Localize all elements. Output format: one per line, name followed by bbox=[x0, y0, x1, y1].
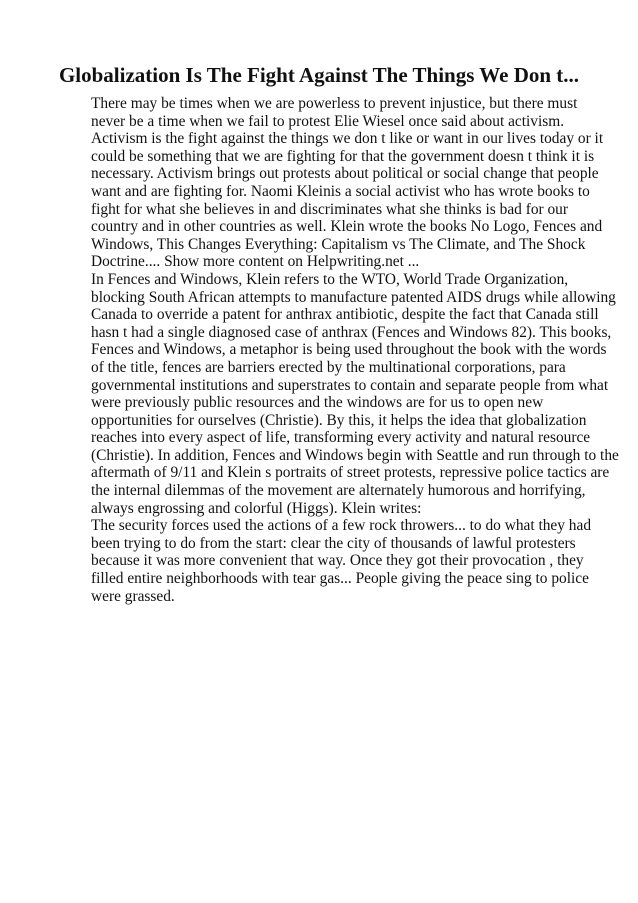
body-line: always engrossing and colorful (Higgs). Klein writes: bbox=[91, 499, 422, 517]
body-line: hasn t had a single diagnosed case of anthrax (Fences and Windows 82). This books, bbox=[91, 323, 612, 341]
body-line: Doctrine.... Show more content on Helpwriting.net ... bbox=[91, 253, 420, 271]
body-line: want and are fighting for. Naomi Kleinis a social activist who has wrote books to bbox=[91, 182, 590, 200]
body-line: were grassed. bbox=[91, 587, 175, 605]
body-line: Canada to override a patent for anthrax antibiotic, despite the fact that Canada still bbox=[91, 306, 599, 324]
body-line: (Christie). In addition, Fences and Windows begin with Seattle and run through to the bbox=[91, 446, 619, 464]
body-line: Fences and Windows, a metaphor is being used throughout the book with the words bbox=[91, 341, 607, 359]
document-title: Globalization Is The Fight Against The Things We Don t... bbox=[58, 63, 580, 87]
body-line: necessary. Activism brings out protests about political or social change that people bbox=[91, 165, 599, 183]
body-line: the internal dilemmas of the movement are alternately humorous and horrifying, bbox=[91, 482, 586, 500]
body-line: blocking South African attempts to manufacture patented AIDS drugs while allowing bbox=[91, 288, 616, 306]
body-line: Windows, This Changes Everything: Capitalism vs The Climate, and The Shock bbox=[91, 235, 586, 253]
body-line: aftermath of 9/11 and Klein s portraits of street protests, repressive police tactics are bbox=[91, 464, 610, 482]
body-line: In Fences and Windows, Klein refers to the WTO, World Trade Organization, bbox=[91, 270, 569, 288]
body-line: of the title, fences are barriers erected by the multinational corporations, para bbox=[91, 358, 566, 376]
body-line: been trying to do from the start: clear the city of thousands of lawful protesters bbox=[91, 534, 576, 552]
body-line: governmental institutions and superstrates to contain and separate people from what bbox=[91, 376, 609, 394]
document-body bbox=[91, 95, 619, 605]
body-line: fight for what she believes in and discriminates what she thinks is bad for our bbox=[91, 200, 569, 218]
body-line: The security forces used the actions of a few rock throwers... to do what they had bbox=[91, 517, 592, 535]
body-line: opportunities for ourselves (Christie). By this, it helps the idea that globalization bbox=[91, 411, 587, 429]
body-line: Activism is the fight against the things we don t like or want in our lives today or it bbox=[91, 130, 604, 148]
body-line: filled entire neighborhoods with tear gas... People giving the peace sing to police bbox=[91, 570, 589, 588]
body-line: reaches into every aspect of life, transforming every activity and natural resource bbox=[91, 429, 591, 447]
body-line: were previously public resources and the windows are for us to open new bbox=[91, 394, 544, 412]
body-line: There may be times when we are powerless to prevent injustice, but there must bbox=[91, 95, 578, 112]
body-line: because it was more convenient that way. Once they got their provocation , they bbox=[91, 552, 584, 570]
body-line: never be a time when we fail to protest Elie Wiesel once said about activism. bbox=[91, 112, 565, 130]
body-line: could be something that we are fighting for that the government doesn t think it is bbox=[91, 147, 595, 165]
body-line: country and in other countries as well. Klein wrote the books No Logo, Fences and bbox=[91, 218, 603, 236]
